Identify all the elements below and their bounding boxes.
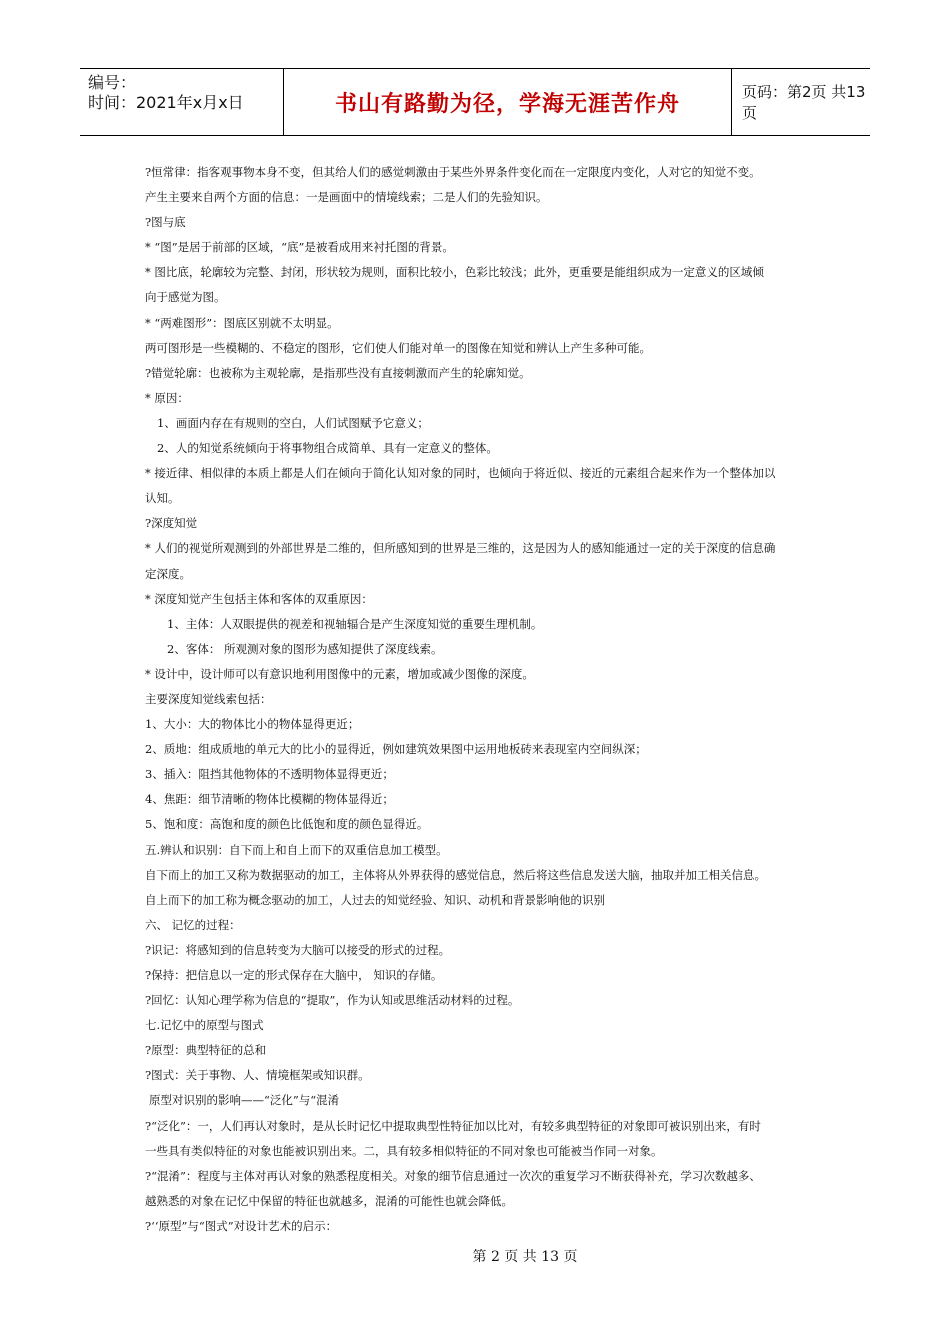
text-line: ?‘‘原型”与“图式”对设计艺术的启示： [145,1218,338,1233]
text-line: ?识记：将感知到的信息转变为大脑可以接受的形式的过程。 [145,942,451,957]
text-line: 5、饱和度：高饱和度的颜色比低饱和度的颜色显得近。 [145,817,429,832]
text-line: ?深度知觉 [145,516,198,531]
text-line: 1、大小：大的物体比小的物体显得更近； [145,717,360,732]
document-body [145,160,815,1239]
text-line: 定深度。 [145,566,191,581]
text-line: 原型对识别的影响——“泛化”与“混淆 [149,1093,340,1108]
text-line: * 深度知觉产生包括主体和客体的双重原因： [145,591,373,606]
text-line: * 人们的视觉所观测到的外部世界是二维的，但所感知到的世界是三维的，这是因为人的感知能通过一定的关于深度的信息确 [145,541,776,556]
text-line: 2、质地：组成质地的单元大的比小的显得近，例如建筑效果图中运用地板砖来表现室内空间纵深； [145,742,647,757]
text-line: 一些具有类似特征的对象也能被识别出来。二，具有较多相似特征的不同对象也可能被当作同一对象。 [145,1143,663,1158]
text-line: ?图与底 [145,215,186,230]
text-line: 七.记忆中的原型与图式 [145,1018,264,1033]
text-line: 认知。 [145,491,180,506]
text-line: 主要深度知觉线索包括： [145,691,272,706]
text-line: ?恒常律：指客观事物本身不变，但其给人们的感觉刺激由于某些外界条件变化而在一定限度内变化，人对它的知觉不变。 [145,165,761,179]
text-line: 五.辨认和识别：自下而上和自上而下的双重信息加工模型。 [145,842,448,857]
document-header [80,68,870,136]
text-line: ?图式：关于事物、人、情境框架或知识群。 [145,1068,370,1083]
text-line: * 接近律、相似律的本质上都是人们在倾向于简化认知对象的同时，也倾向于将近似、接近的元素组合起来作为一个整体加以 [145,466,776,481]
page-footer [0,1246,950,1266]
text-line: ?回忆：认知心理学称为信息的“提取”，作为认知或思维活动材料的过程。 [145,993,520,1008]
text-line: 产生主要来自两个方面的信息：一是画面中的情境线索；二是人们的先验知识。 [145,190,548,205]
text-line: ?错觉轮廓：也被称为主观轮廓，是指那些没有直接刺激而产生的轮廓知觉。 [145,365,531,380]
text-line: 2、客体： 所观测对象的图形为感知提供了深度线索。 [167,641,443,656]
page-info: 页码：第2页 共13页 [742,83,866,122]
text-line: * 原因： [145,390,189,405]
text-line: ?保持：把信息以一定的形式保存在大脑中， 知识的存储。 [145,968,443,982]
text-line: ?“泛化”：一，人们再认对象时，是从长时记忆中提取典型性特征加以比对，有较多典型特征的对象即可被识别出来，有时 [145,1118,761,1133]
text-line: * 图比底，轮廓较为完整、封闭，形状较为规则，面积比较小，色彩比较浅；此外，更重要是能组织成为一定意义的区域倾 [145,265,764,280]
text-line: * “两难图形”：图底区别就不太明显。 [145,315,339,330]
text-line: 两可图形是一些模糊的、不稳定的图形，它们使人们能对单一的图像在知觉和辨认上产生多种可能。 [145,340,651,355]
text-line: * 设计中，设计师可以有意识地利用图像中的元素，增加或减少图像的深度。 [145,666,534,681]
text-line: 1、画面内存在有规则的空白，人们试图赋予它意义； [157,415,429,430]
text-line: 自下而上的加工又称为数据驱动的加工，主体将从外界获得的感觉信息，然后将这些信息发送大脑，抽取并加工相关信息。 [145,867,766,882]
motto: 书山有路勤为径，学海无涯苦作舟 [334,91,680,117]
text-line: 向于感觉为图。 [145,290,226,305]
number-label: 编号： [88,73,137,92]
text-line: 2、人的知觉系统倾向于将事物组合成简单、具有一定意义的整体。 [157,441,498,456]
text-line: ?“混淆”：程度与主体对再认对象的熟悉程度相关。对象的细节信息通过一次次的重复学习不断获得补充，学习次数越多、 [145,1168,761,1183]
text-line: 3、插入：阻挡其他物体的不透明物体显得更近； [145,767,394,782]
text-line: 越熟悉的对象在记忆中保留的特征也就越多，混淆的可能性也就会降低。 [145,1193,513,1208]
header-motto-cell [284,69,732,135]
text-line: ?原型：典型特征的总和 [145,1043,267,1058]
header-meta-cell [80,69,284,135]
text-line: 六、 记忆的过程： [145,917,241,932]
text-line: * “图”是居于前部的区域，“底”是被看成用来衬托图的背景。 [145,240,454,255]
text-line: 自上而下的加工称为概念驱动的加工，人过去的知觉经验、知识、动机和背景影响他的识别 [145,892,605,907]
text-line: 4、焦距：细节清晰的物体比模糊的物体显得近； [145,792,394,807]
time-label: 时间：2021年x月x日 [88,93,244,112]
text-line: 1、主体：人双眼提供的视差和视轴辐合是产生深度知觉的重要生理机制。 [167,616,543,631]
footer-page-number: 第 2 页 共 13 页 [472,1249,578,1265]
header-page-cell [732,69,870,135]
